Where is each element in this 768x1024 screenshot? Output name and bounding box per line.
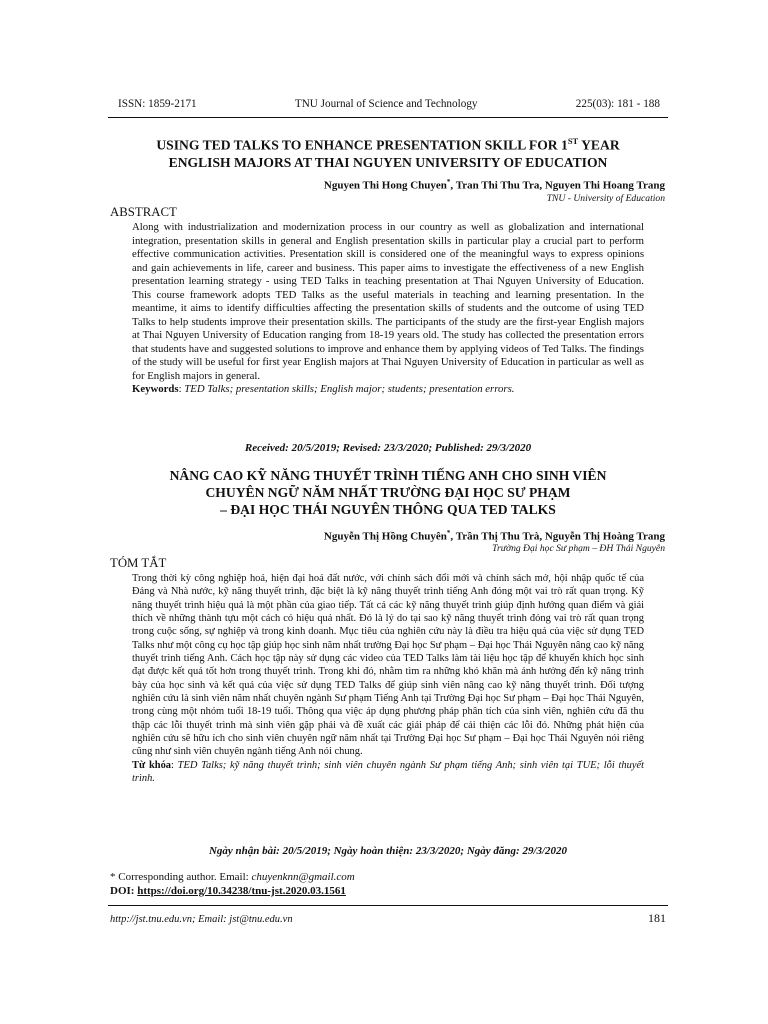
- vietnamese-title: [108, 467, 668, 518]
- english-authors: Nguyen Thi Hong Chuyen*, Tran Thi Thu Tra, Nguyen Thi Hoang Trang: [323, 178, 665, 192]
- tom-tat-body: Trong thời kỳ công nghiệp hoá, hiện đại hoá đất nước, với chính sách đổi mới và chính sách mở, hội nhập quốc tế của Đảng và Nhà nước, kỹ năng thuyết trình, đặc biệt là kỹ năng thuyết trình tiếng Anh đóng một vai trò rất quan trọng. Kỹ năng thuyết trình hiệu quả là một phần của giao tiếp. Tất cả các kỹ năng thuyết trình giúp định hướng quan điểm và giải thích về những thành tựu một cách có hiệu quả nhất. Đó là lý do tại sao kỹ năng thuyết trình đóng vai trò rất quan trọng trong cuộc sống, sự nghiệp và trong kinh doanh. Mục tiêu của nghiên cứu này là điều tra hiệu quả của việc sử dụng TED Talks như một công cụ học tập giúp học sinh năm nhất trường Đại học Sư phạm – Đại học Thái Nguyên nâng cao kỹ năng thuyết trình tiếng Anh. Cách học tập này sử dụng các video của TED Talks làm tài liệu học tập để khuyến khích học sinh đạt được kết quả tốt hơn trong thuyết trình. Trong khi đó, nhằm tìm ra những khó khăn mà ảnh hưởng đến kỹ năng trình bày của học sinh và kết quả của việc sử dụng TED Talks để giúp sinh viên nâng cao kỹ năng thuyết trình. Đối tượng nghiên cứu là sinh viên năm nhất chuyên ngành Sư phạm Tiếng Anh tại Trường Đại học Sư phạm – Đại học Thái Nguyên, trong cùng một nhóm tuổi 18-19 tuổi. Thông qua việc áp dụng phương pháp phân tích của sinh viên, nghiên cứu đã thu thập các lỗi thuyết trình mà sinh viên gặp phải và đề xuất các giải pháp để cải thiện các lỗi đó. Những phát hiện của nghiên cứu sẽ hữu ích cho sinh viên chuyên ngữ năm nhất tại Trường Đại học Sư phạm – Đại học Thái Nguyên nói riêng cũng như sinh viên chuyên ngành tiếng Anh nói chung.: [132, 573, 644, 758]
- header-rule: [108, 117, 668, 118]
- tom-tat-heading: TÓM TẮT: [110, 556, 167, 570]
- vietnamese-authors: Nguyễn Thị Hồng Chuyên*, Trần Thị Thu Trà, Nguyễn Thị Hoàng Trang: [323, 529, 665, 543]
- vietnamese-title-line-2: CHUYÊN NGỮ NĂM NHẤT TRƯỜNG ĐẠI HỌC SƯ PHẠM: [205, 485, 571, 500]
- issn: ISSN: 1859-2171: [118, 98, 197, 110]
- vietnamese-affiliation: Trường Đại học Sư phạm – ĐH Thái Nguyên: [492, 543, 665, 554]
- journal-name: TNU Journal of Science and Technology: [294, 98, 478, 110]
- english-affiliation: TNU - University of Education: [546, 193, 665, 204]
- vietnamese-title-line-3: – ĐẠI HỌC THÁI NGUYÊN THÔNG QUA TED TALKS: [220, 502, 556, 517]
- abstract-heading: ABSTRACT: [110, 205, 177, 219]
- doi-line: DOI: https://doi.org/10.34238/tnu-jst.2020.03.1561: [110, 885, 346, 897]
- english-title-line-1: USING TED TALKS TO ENHANCE PRESENTATION SKILL FOR 1ST YEAR: [156, 136, 620, 153]
- vietnamese-abstract: [132, 572, 644, 786]
- english-title: [108, 133, 668, 171]
- footer-rule: [108, 905, 668, 906]
- corresponding-author: * Corresponding author. Email: chuyenknn@gmail.com: [110, 871, 355, 883]
- footer-links[interactable]: http://jst.tnu.edu.vn; Email: jst@tnu.edu.vn: [110, 914, 293, 925]
- vietnamese-dates: Ngày nhận bài: 20/5/2019; Ngày hoàn thiện: 23/3/2020; Ngày đăng: 29/3/2020: [208, 845, 568, 857]
- vietnamese-keywords: Từ khóa: TED Talks; kỹ năng thuyết trình; sinh viên chuyên ngành Sư phạm tiếng Anh; sinh viên tại TUE; lỗi thuyết trình.: [132, 759, 644, 785]
- abstract-body: Along with industrialization and modernization process in our country as well as globalization and international integration, presentation skills in general and English presentation skills in particular play a crucial part to perform effective communication activities. Presentation skill is considered one of the meaningful ways to express opinions and gain achievements in life, career and business. This paper aims to investigate the effectiveness of a new English presentation learning strategy - using TED Talks in teaching presentation at Thai Nguyen University of Education. This course framework adopts TED Talks as the useful materials in teaching and learning presentation. In the meantime, it aims to identify difficulties affecting the presentation skills of students and the outcome of using TED Talks to help students improve their presentation skills. The participants of the study are the first-year English majors at Thai Nguyen University of Education ranging from 18-19 years old. The study has collected the presentation errors that students have and suggested solutions to improve and enhance them by applying videos of Ted Talks. The findings of the study will be useful for first year English majors at Thai Nguyen University of Education in particular as well as for English majors in general.: [132, 221, 644, 382]
- english-abstract: [132, 221, 644, 397]
- author-email[interactable]: chuyenknn@gmail.com: [251, 871, 355, 883]
- issue-pages: 225(03): 181 - 188: [575, 98, 660, 110]
- english-title-line-2: ENGLISH MAJORS AT THAI NGUYEN UNIVERSITY OF EDUCATION: [168, 154, 608, 170]
- vietnamese-title-line-1: NÂNG CAO KỸ NĂNG THUYẾT TRÌNH TIẾNG ANH CHO SINH VIÊN: [169, 468, 607, 483]
- running-header: [118, 98, 660, 110]
- doi-link[interactable]: https://doi.org/10.34238/tnu-jst.2020.03.1561: [137, 885, 346, 897]
- page-footer: [110, 911, 666, 926]
- page-number: 181: [648, 911, 666, 925]
- english-dates: Received: 20/5/2019; Revised: 23/3/2020; Published: 29/3/2020: [244, 442, 532, 454]
- english-keywords: Keywords: TED Talks; presentation skills; English major; students; presentation errors.: [132, 383, 515, 395]
